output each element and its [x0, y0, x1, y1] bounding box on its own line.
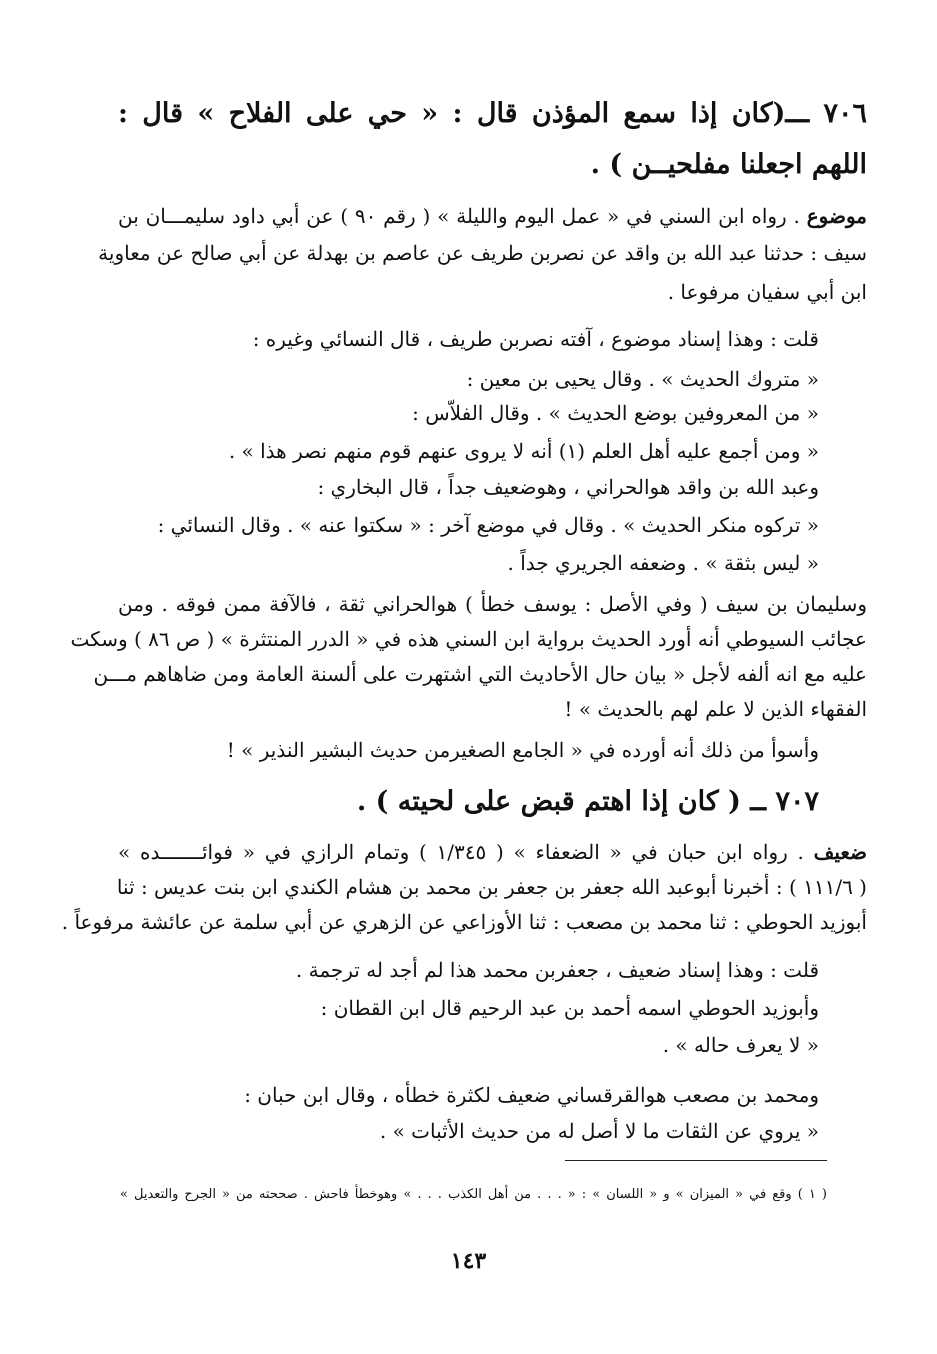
body-line: عجائب السيوطي أنه أورد الحديث برواية ابن السني هذه في « الدرر المنتثرة » ( ص ٨٦ ) وسكت [70, 627, 867, 651]
quote-line: « متروك الحديث » . وقال يحيى بن معين : [466, 367, 819, 391]
page-number: ١٤٣ [450, 1248, 487, 1274]
quote-line: « ومن أجمع عليه أهل العلم (١) أنه لا يروى عنهم قوم منهم نصر هذا » . [228, 439, 819, 463]
body-line: الفقهاء الذين لا علم لهم بالحديث » ! [564, 697, 867, 721]
body-line: أبوزيد الحوطي : ثنا محمد بن مصعب : ثنا الأوزاعي عن الزهري عن أبي سلمة عن عائشة مرفوعاً . [61, 910, 867, 934]
verdict-text: . رواه ابن حبان في « الضعفاء » ( ١/٣٤٥ ) وتمام الرازي في « فوائـــــــده » [118, 840, 814, 864]
body-line: عليه مع انه ألفه لأجل « بيان حال الأحاديث التي اشتهرت على ألسنة العامة ومن ضاهاهم مـــن [93, 662, 867, 686]
body-line: وأسوأ من ذلك أنه أورده في « الجامع الصغيرمن حديث البشير النذير » ! [226, 738, 819, 762]
quote-line: « لا يعرف حاله » . [662, 1033, 819, 1057]
body-line: وعبد الله بن واقد هوالحراني ، وهوضعيف جداً ، قال البخاري : [317, 475, 819, 499]
quote-line: « من المعروفين بوضع الحديث » . وقال الفلاّس : [412, 401, 819, 425]
quote-line: « ليس بثقة » . وضعفه الجريري جداً . [507, 551, 819, 575]
body-line: ( ١١١/٦ ) : أخبرنا أبوعبد الله جعفر بن جعفر بن محمد بن هشام الكندي ابن بنت عديس : ثنا [116, 875, 867, 899]
quote-line: « يروي عن الثقات ما لا أصل له من حديث الأثبات » . [379, 1119, 819, 1143]
body-line: ومحمد بن مصعب هوالقرقساني ضعيف لكثرة خطأه ، وقال ابن حبان : [244, 1083, 819, 1107]
verdict-line-706 [118, 201, 867, 231]
body-line: سيف : حدثنا عبد الله بن واقد عن نصربن طريف عن عاصم بن بهدلة عن أبي صالح عن معاوية [98, 241, 867, 265]
grade-label-fabricated: موضوع [806, 204, 867, 228]
footnote-separator [565, 1160, 827, 1161]
quote-line: « تركوه منكر الحديث » . وقال في موضع آخر : « سكتوا عنه » . وقال النسائي : [157, 513, 819, 537]
hadith-706-heading-line-1: ٧٠٦ ـــ(كان إذا سمع المؤذن قال : « حي على الفلاح » قال : [118, 98, 867, 129]
hadith-706-heading-line-2: اللهم اجعلنا مفلحيــن ) . [590, 149, 867, 180]
body-line: قلت : وهذا إسناد موضوع ، آفته نصربن طريف ، قال النسائي وغيره : [252, 327, 819, 351]
hadith-707-heading: ٧٠٧ ــ ( كان إذا اهتم قبض على لحيته ) . [356, 786, 819, 817]
grade-label-weak: ضعيف [813, 840, 867, 864]
body-line: قلت : وهذا إسناد ضعيف ، جعفربن محمد هذا لم أجد له ترجمة . [295, 958, 819, 982]
footnote: ( ١ ) وقع في « الميزان » و « اللسان » : « . . . من أهل الكذب . . . » وهوخطأ فاحش . صححته من « الجرح والتعديل » [120, 1187, 827, 1202]
body-line: وسليمان بن سيف ( وفي الأصل : يوسف خطأ ) هوالحراني ثقة ، فالآفة ممن فوقه . ومن [118, 592, 867, 616]
verdict-text: . رواه ابن السني في « عمل اليوم والليلة » ( رقم ٩٠ ) عن أبي داود سليمـــان بن [118, 204, 807, 228]
verdict-line-707 [118, 837, 867, 867]
body-line: وأبوزيد الحوطي اسمه أحمد بن عبد الرحيم قال ابن القطان : [320, 996, 819, 1020]
body-line: ابن أبي سفيان مرفوعا . [667, 280, 867, 304]
